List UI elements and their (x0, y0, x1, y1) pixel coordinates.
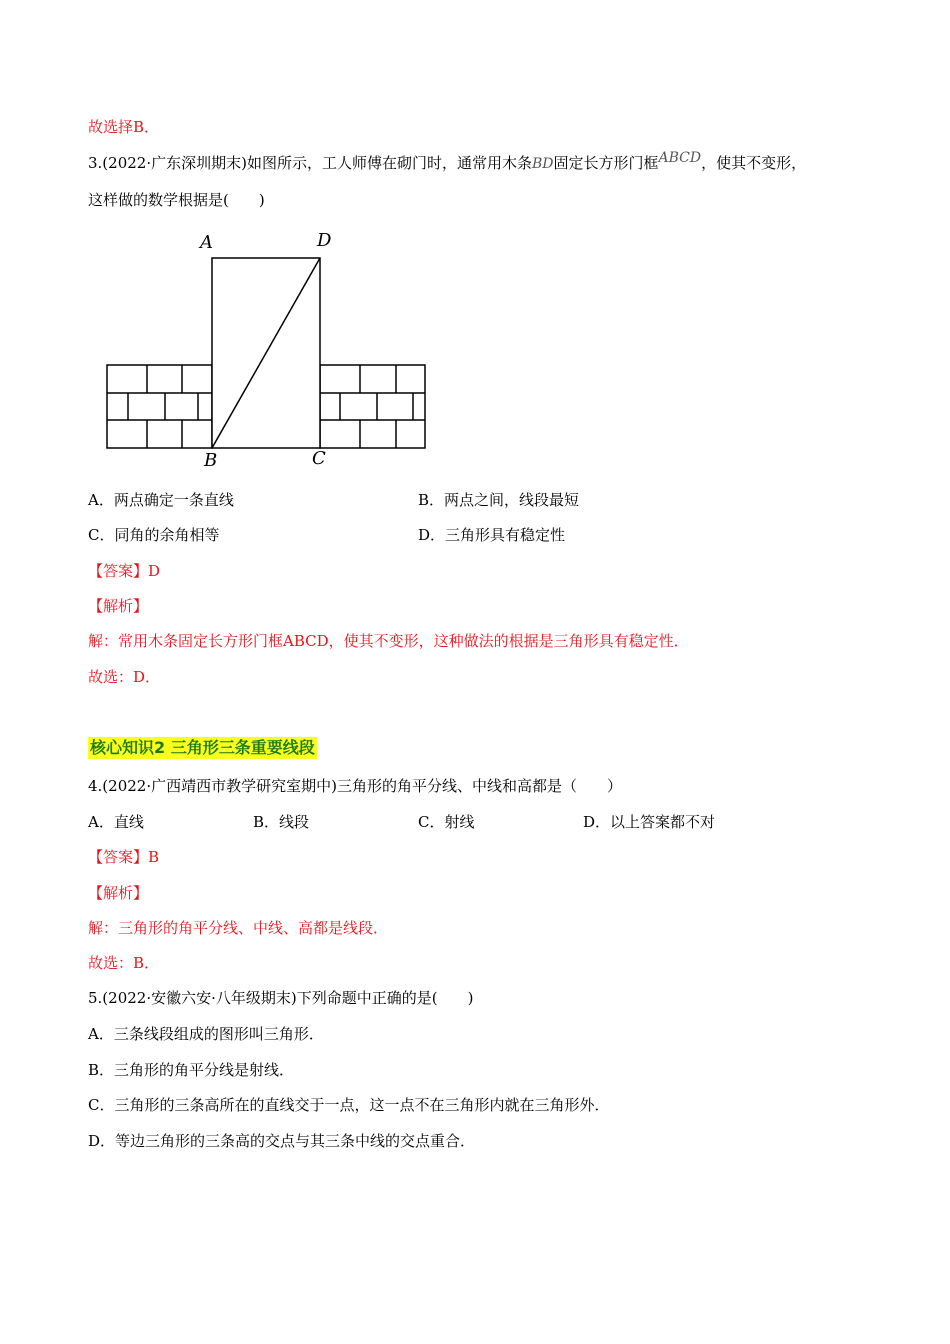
q3-option-b: B．两点之间，线段最短 (418, 491, 580, 509)
q5-option-d: D．等边三角形的三条高的交点与其三条中线的交点重合． (88, 1132, 476, 1150)
q3-stem-part-c: ，使其不变形， (701, 154, 807, 172)
q4-analysis-label: 【解析】 (88, 884, 149, 902)
label-d: D (317, 230, 332, 251)
q3-option-a: A．两点确定一条直线 (88, 491, 234, 509)
q4-conclusion: 故选：B． (88, 954, 160, 972)
label-a: A (200, 232, 213, 253)
q3-solution: 解：常用木条固定长方形门框ABCD，使其不变形，这种做法的根据是三角形具有稳定性． (88, 632, 689, 650)
q4-solution: 解：三角形的角平分线、中线、高都是线段． (88, 919, 389, 937)
question-4-stem: 4.(2022·广西靖西市教学研究室期中)三角形的角平分线、中线和高都是（ ） (88, 777, 622, 795)
q3-var-abcd: ABCD (658, 150, 702, 166)
label-c: C (312, 448, 326, 469)
q3-answer: 【答案】D (88, 562, 161, 580)
q4-answer: 【答案】B (88, 848, 160, 866)
q3-option-c: C．同角的余角相等 (88, 526, 220, 544)
q3-analysis-label: 【解析】 (88, 597, 149, 615)
q3-var-bd: BD (531, 156, 554, 172)
question-3-stem (88, 150, 807, 174)
q3-option-d: D．三角形具有稳定性 (418, 526, 566, 544)
q3-conclusion: 故选：D． (88, 668, 161, 686)
q4-option-d: D．以上答案都不对 (583, 813, 716, 831)
q4-option-c: C．射线 (418, 813, 475, 831)
question-3-stem-line2: 这样做的数学根据是( ) (88, 191, 265, 209)
label-b: B (204, 450, 218, 471)
q5-option-c: C．三角形的三条高所在的直线交于一点，这一点不在三角形内就在三角形外． (88, 1096, 610, 1114)
q4-option-a: A．直线 (88, 813, 144, 831)
door-frame-figure (100, 228, 440, 473)
q5-option-b: B．三角形的角平分线是射线． (88, 1061, 295, 1079)
q4-option-b: B．线段 (253, 813, 310, 831)
q3-stem-part-a: 3.(2022·广东深圳期末)如图所示，工人师傅在砌门时，通常用木条 (88, 154, 532, 172)
previous-conclusion: 故选择B． (88, 118, 160, 136)
section-heading: 核心知识2 三角形三条重要线段 (90, 738, 315, 757)
q3-stem-part-b: 固定长方形门框 (553, 154, 659, 172)
q5-option-a: A．三条线段组成的图形叫三角形． (88, 1025, 324, 1043)
question-5-stem: 5.(2022·安徽六安·八年级期末)下列命题中正确的是( ) (88, 989, 474, 1007)
